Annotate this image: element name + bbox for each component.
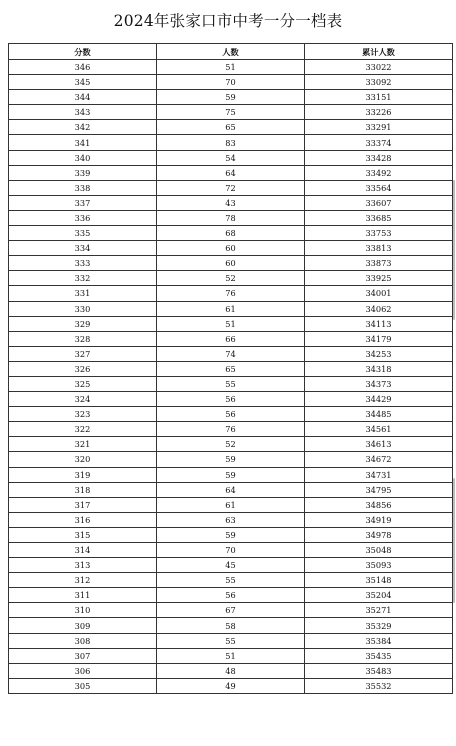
cell-cumulative: 34561 bbox=[305, 422, 453, 437]
cell-cumulative: 33092 bbox=[305, 75, 453, 90]
cell-count: 55 bbox=[157, 573, 305, 588]
table-row bbox=[9, 301, 453, 316]
table-row bbox=[9, 150, 453, 165]
cell-score: 310 bbox=[9, 603, 157, 618]
cell-cumulative: 34856 bbox=[305, 497, 453, 512]
table-row bbox=[9, 618, 453, 633]
cell-cumulative: 33564 bbox=[305, 180, 453, 195]
cell-cumulative: 34373 bbox=[305, 376, 453, 391]
cell-score: 344 bbox=[9, 90, 157, 105]
cell-cumulative: 33226 bbox=[305, 105, 453, 120]
cell-count: 70 bbox=[157, 75, 305, 90]
table-row bbox=[9, 60, 453, 75]
cell-cumulative: 33428 bbox=[305, 150, 453, 165]
cell-count: 54 bbox=[157, 150, 305, 165]
cell-cumulative: 34318 bbox=[305, 361, 453, 376]
cell-score: 325 bbox=[9, 376, 157, 391]
cell-score: 306 bbox=[9, 663, 157, 678]
cell-score: 346 bbox=[9, 60, 157, 75]
table-row bbox=[9, 120, 453, 135]
cell-count: 76 bbox=[157, 422, 305, 437]
column-header-score: 分数 bbox=[9, 44, 157, 60]
cell-cumulative: 35148 bbox=[305, 573, 453, 588]
table-row bbox=[9, 558, 453, 573]
cell-score: 324 bbox=[9, 392, 157, 407]
cell-score: 318 bbox=[9, 482, 157, 497]
cell-score: 311 bbox=[9, 588, 157, 603]
cell-cumulative: 33685 bbox=[305, 210, 453, 225]
table-row bbox=[9, 482, 453, 497]
cell-score: 340 bbox=[9, 150, 157, 165]
table-row bbox=[9, 90, 453, 105]
cell-count: 68 bbox=[157, 226, 305, 241]
cell-cumulative: 33291 bbox=[305, 120, 453, 135]
cell-score: 308 bbox=[9, 633, 157, 648]
cell-count: 59 bbox=[157, 527, 305, 542]
cell-score: 338 bbox=[9, 180, 157, 195]
cell-score: 334 bbox=[9, 241, 157, 256]
table-row bbox=[9, 346, 453, 361]
table-row bbox=[9, 286, 453, 301]
table-row bbox=[9, 271, 453, 286]
table-row bbox=[9, 75, 453, 90]
cell-score: 342 bbox=[9, 120, 157, 135]
table-row bbox=[9, 543, 453, 558]
cell-score: 328 bbox=[9, 331, 157, 346]
cell-score: 307 bbox=[9, 648, 157, 663]
table-header-row bbox=[9, 44, 453, 60]
cell-cumulative: 33753 bbox=[305, 226, 453, 241]
cell-count: 72 bbox=[157, 180, 305, 195]
table-row bbox=[9, 497, 453, 512]
cell-count: 55 bbox=[157, 633, 305, 648]
cell-count: 70 bbox=[157, 543, 305, 558]
cell-score: 316 bbox=[9, 512, 157, 527]
cell-cumulative: 34731 bbox=[305, 467, 453, 482]
table-row bbox=[9, 527, 453, 542]
cell-count: 51 bbox=[157, 60, 305, 75]
cell-count: 48 bbox=[157, 663, 305, 678]
cell-score: 332 bbox=[9, 271, 157, 286]
cell-count: 76 bbox=[157, 286, 305, 301]
table-row bbox=[9, 316, 453, 331]
table-row bbox=[9, 105, 453, 120]
table-row bbox=[9, 663, 453, 678]
cell-score: 339 bbox=[9, 165, 157, 180]
cell-count: 67 bbox=[157, 603, 305, 618]
column-header-cumulative: 累计人数 bbox=[305, 44, 453, 60]
cell-score: 320 bbox=[9, 452, 157, 467]
table-row bbox=[9, 361, 453, 376]
cell-cumulative: 33607 bbox=[305, 195, 453, 210]
cell-score: 333 bbox=[9, 256, 157, 271]
cell-score: 315 bbox=[9, 527, 157, 542]
cell-cumulative: 33813 bbox=[305, 241, 453, 256]
table-row bbox=[9, 603, 453, 618]
cell-count: 59 bbox=[157, 90, 305, 105]
cell-count: 61 bbox=[157, 301, 305, 316]
cell-count: 52 bbox=[157, 271, 305, 286]
cell-cumulative: 34113 bbox=[305, 316, 453, 331]
table-row bbox=[9, 422, 453, 437]
cell-cumulative: 34179 bbox=[305, 331, 453, 346]
cell-count: 52 bbox=[157, 437, 305, 452]
cell-cumulative: 35271 bbox=[305, 603, 453, 618]
cell-count: 58 bbox=[157, 618, 305, 633]
table-row bbox=[9, 376, 453, 391]
cell-cumulative: 33492 bbox=[305, 165, 453, 180]
cell-score: 336 bbox=[9, 210, 157, 225]
cell-count: 83 bbox=[157, 135, 305, 150]
cell-cumulative: 34795 bbox=[305, 482, 453, 497]
cell-cumulative: 34001 bbox=[305, 286, 453, 301]
cell-cumulative: 33151 bbox=[305, 90, 453, 105]
table-row bbox=[9, 452, 453, 467]
cell-count: 74 bbox=[157, 346, 305, 361]
table-row bbox=[9, 633, 453, 648]
cell-count: 64 bbox=[157, 482, 305, 497]
cell-score: 319 bbox=[9, 467, 157, 482]
scroll-indicator-upper bbox=[453, 180, 455, 320]
cell-count: 45 bbox=[157, 558, 305, 573]
cell-score: 335 bbox=[9, 226, 157, 241]
cell-score: 326 bbox=[9, 361, 157, 376]
cell-cumulative: 35483 bbox=[305, 663, 453, 678]
table-row bbox=[9, 226, 453, 241]
table-row bbox=[9, 407, 453, 422]
table-row bbox=[9, 241, 453, 256]
cell-score: 345 bbox=[9, 75, 157, 90]
cell-count: 66 bbox=[157, 331, 305, 346]
table-row bbox=[9, 195, 453, 210]
cell-score: 309 bbox=[9, 618, 157, 633]
cell-score: 327 bbox=[9, 346, 157, 361]
cell-count: 55 bbox=[157, 376, 305, 391]
cell-score: 312 bbox=[9, 573, 157, 588]
table-row bbox=[9, 135, 453, 150]
cell-score: 330 bbox=[9, 301, 157, 316]
cell-score: 323 bbox=[9, 407, 157, 422]
cell-score: 322 bbox=[9, 422, 157, 437]
table-row bbox=[9, 165, 453, 180]
cell-count: 49 bbox=[157, 678, 305, 693]
cell-cumulative: 33873 bbox=[305, 256, 453, 271]
cell-cumulative: 34253 bbox=[305, 346, 453, 361]
cell-count: 65 bbox=[157, 120, 305, 135]
cell-cumulative: 35435 bbox=[305, 648, 453, 663]
cell-cumulative: 33022 bbox=[305, 60, 453, 75]
cell-count: 56 bbox=[157, 407, 305, 422]
table-row bbox=[9, 210, 453, 225]
cell-cumulative: 34613 bbox=[305, 437, 453, 452]
cell-cumulative: 35204 bbox=[305, 588, 453, 603]
column-header-count: 人数 bbox=[157, 44, 305, 60]
cell-score: 305 bbox=[9, 678, 157, 693]
table-row bbox=[9, 180, 453, 195]
cell-count: 64 bbox=[157, 165, 305, 180]
cell-score: 331 bbox=[9, 286, 157, 301]
table-body bbox=[9, 60, 453, 694]
cell-count: 78 bbox=[157, 210, 305, 225]
cell-score: 329 bbox=[9, 316, 157, 331]
table-row bbox=[9, 678, 453, 693]
cell-score: 317 bbox=[9, 497, 157, 512]
cell-cumulative: 35384 bbox=[305, 633, 453, 648]
page-title: 2024年张家口市中考一分一档表 bbox=[113, 12, 343, 30]
cell-cumulative: 34429 bbox=[305, 392, 453, 407]
table-row bbox=[9, 467, 453, 482]
score-table bbox=[8, 43, 453, 694]
table-row bbox=[9, 588, 453, 603]
cell-score: 341 bbox=[9, 135, 157, 150]
cell-score: 321 bbox=[9, 437, 157, 452]
table-row bbox=[9, 331, 453, 346]
cell-count: 59 bbox=[157, 452, 305, 467]
cell-count: 65 bbox=[157, 361, 305, 376]
scroll-indicator-lower bbox=[453, 478, 455, 603]
cell-cumulative: 35329 bbox=[305, 618, 453, 633]
cell-cumulative: 34485 bbox=[305, 407, 453, 422]
cell-score: 313 bbox=[9, 558, 157, 573]
table-row bbox=[9, 256, 453, 271]
table-row bbox=[9, 392, 453, 407]
table-row bbox=[9, 512, 453, 527]
cell-cumulative: 34978 bbox=[305, 527, 453, 542]
table-row bbox=[9, 648, 453, 663]
cell-cumulative: 35532 bbox=[305, 678, 453, 693]
cell-count: 51 bbox=[157, 648, 305, 663]
table-row bbox=[9, 437, 453, 452]
cell-count: 61 bbox=[157, 497, 305, 512]
cell-count: 63 bbox=[157, 512, 305, 527]
cell-count: 56 bbox=[157, 392, 305, 407]
cell-score: 337 bbox=[9, 195, 157, 210]
cell-count: 43 bbox=[157, 195, 305, 210]
cell-count: 60 bbox=[157, 256, 305, 271]
cell-cumulative: 34062 bbox=[305, 301, 453, 316]
cell-count: 60 bbox=[157, 241, 305, 256]
cell-cumulative: 35093 bbox=[305, 558, 453, 573]
cell-count: 51 bbox=[157, 316, 305, 331]
cell-cumulative: 34672 bbox=[305, 452, 453, 467]
cell-score: 343 bbox=[9, 105, 157, 120]
cell-count: 59 bbox=[157, 467, 305, 482]
cell-score: 314 bbox=[9, 543, 157, 558]
cell-cumulative: 33925 bbox=[305, 271, 453, 286]
cell-cumulative: 35048 bbox=[305, 543, 453, 558]
cell-cumulative: 34919 bbox=[305, 512, 453, 527]
cell-count: 56 bbox=[157, 588, 305, 603]
table-row bbox=[9, 573, 453, 588]
cell-count: 75 bbox=[157, 105, 305, 120]
cell-cumulative: 33374 bbox=[305, 135, 453, 150]
